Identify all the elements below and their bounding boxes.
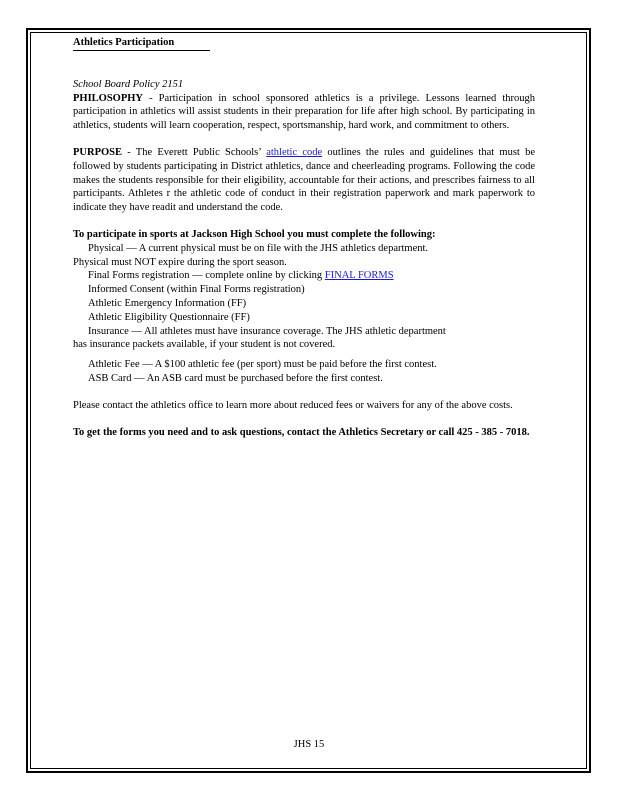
final-forms-link[interactable]: FINAL FORMS <box>324 270 394 282</box>
purpose-text-after: outlines the rules and guidelines that must be followed by students participating in District athletics, dance and cheerleading programs. Following the code makes the students responsible for their eligibility, accountable for their actions, and prescribes fairness to all participants. Athletes r the athletic code of conduct in their registration paperwork and mark paperwork to indicate they have readit and understand the code. <box>73 146 535 214</box>
athletic-code-link[interactable]: athletic code <box>266 146 323 158</box>
page-number: JHS 15 <box>293 739 325 750</box>
purpose-label: PURPOSE <box>73 146 123 158</box>
physical-expiry-note: Physical must NOT expire during the sport season. <box>73 256 287 268</box>
insurance-requirement: Insurance — All athletes must have insurance coverage. The JHS athletic department <box>88 325 446 337</box>
document-body <box>73 36 535 439</box>
informed-consent-item: Informed Consent (within Final Forms registration) <box>88 284 305 296</box>
philosophy-paragraph <box>73 92 535 133</box>
asb-card-item: ASB Card — An ASB card must be purchased before the first contest. <box>88 372 383 384</box>
policy-label: School Board Policy 2151 <box>73 78 184 90</box>
insurance-note: has insurance packets available, if your student is not covered. <box>73 339 336 351</box>
requirements-heading: To participate in sports at Jackson High School you must complete the following: <box>73 228 436 240</box>
final-forms-text: Final Forms registration — complete online by clicking <box>88 270 325 282</box>
physical-requirement: Physical — A current physical must be on file with the JHS athletics department. <box>88 242 429 254</box>
final-forms-requirement <box>73 269 535 283</box>
philosophy-text: - Participation in school sponsored athletics is a privilege. Lessons learned through participation in athletics will assist students in their preparation for life after high school. By participating in athletics, students will learn cooperation, respect, sportsmanship, hard work, and commitment to others. <box>73 92 535 132</box>
purpose-text-before: - The Everett Public Schools’ <box>122 146 267 158</box>
philosophy-label: PHILOSOPHY <box>73 92 144 104</box>
contact-paragraph: To get the forms you need and to ask questions, contact the Athletics Secretary or call 425 - 385 - 7018. <box>73 426 530 438</box>
reduced-fees-paragraph: Please contact the athletics office to learn more about reduced fees or waivers for any of the above costs. <box>73 399 513 411</box>
eligibility-questionnaire-item: Athletic Eligibility Questionnaire (FF) <box>88 311 250 323</box>
page-title: Athletics Participation <box>73 36 210 51</box>
emergency-info-item: Athletic Emergency Information (FF) <box>88 297 247 309</box>
purpose-paragraph <box>73 146 535 215</box>
athletic-fee-item: Athletic Fee — A $100 athletic fee (per sport) must be paid before the first contest. <box>88 359 437 371</box>
